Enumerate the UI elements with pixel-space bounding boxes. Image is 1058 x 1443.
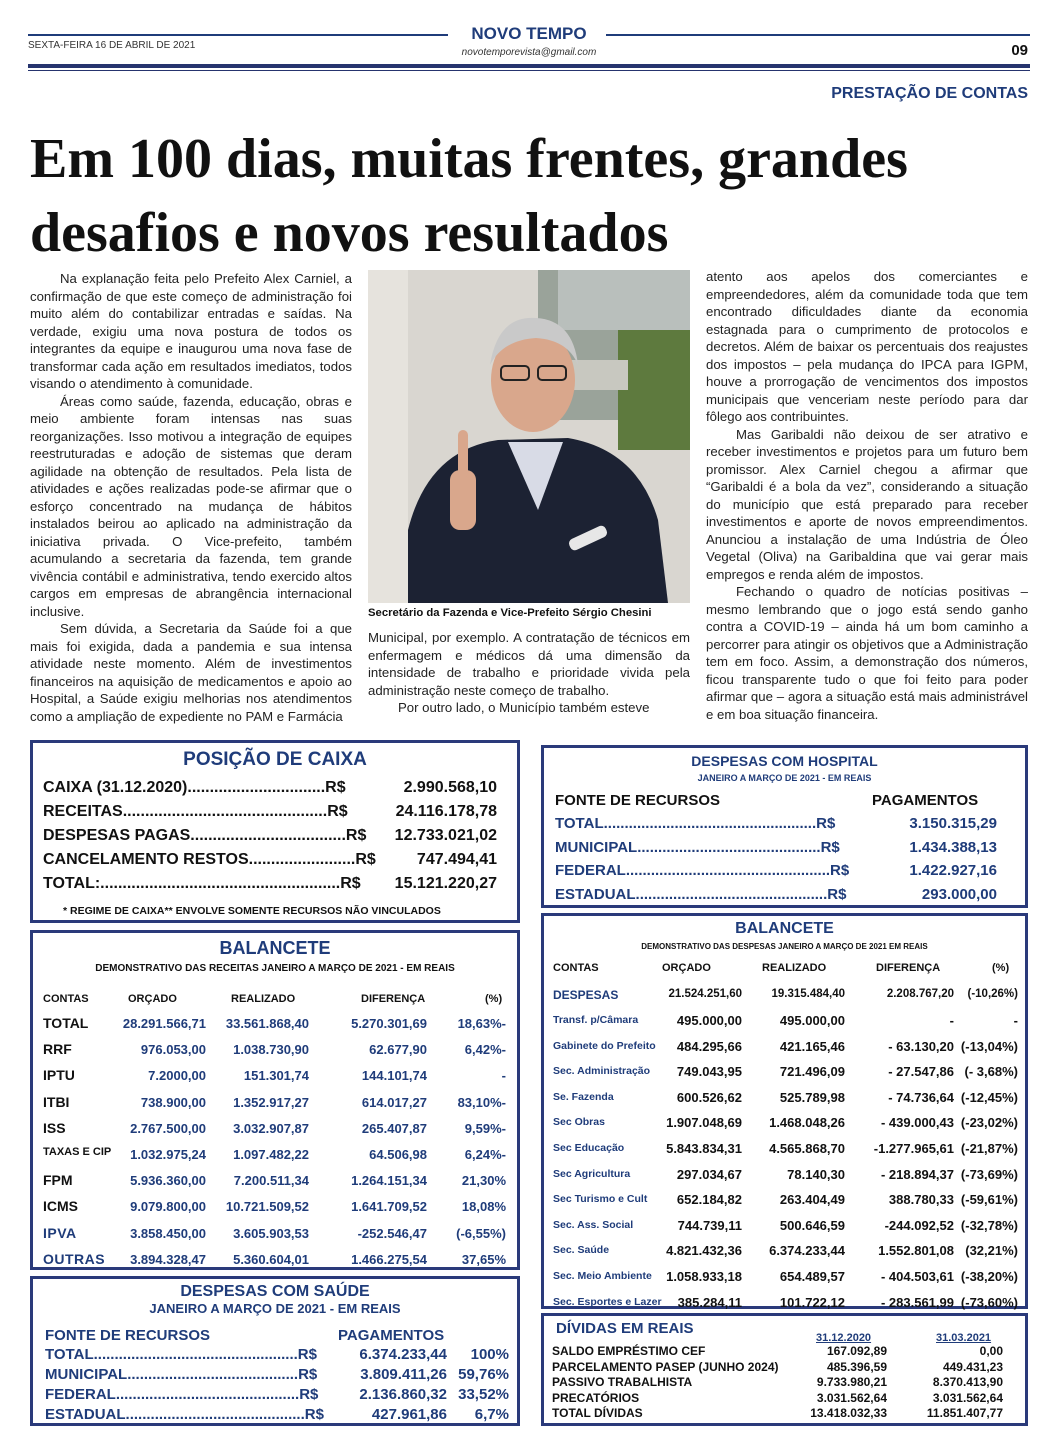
row-conta: FPM (43, 1172, 73, 1189)
box-subtitle: JANEIRO A MARÇO DE 2021 - EM REAIS (697, 773, 872, 783)
row-diferenca: 1.264.151,34 (351, 1173, 427, 1189)
col-header: FONTE DE RECURSOS (555, 792, 721, 809)
article-column-2 (368, 629, 690, 717)
box-title: POSIÇÃO DE CAIXA (183, 749, 367, 770)
row-realizado: 33.561.868,40 (225, 1016, 309, 1031)
section-title: PRESTAÇÃO DE CONTAS (831, 85, 1028, 102)
saude-row-pct: 59,76% (458, 1366, 509, 1383)
row-diferenca: -1.277.965,61 (873, 1141, 954, 1156)
row-diferenca: - 283.561,99 (880, 1294, 954, 1310)
box-title: DESPESAS COM HOSPITAL (691, 753, 878, 769)
divida-row-v1: 3.031.562,64 (816, 1390, 887, 1405)
row-pct: 37,65% (461, 1251, 506, 1267)
hospital-row-label: MUNICIPAL............................................R$ (555, 838, 840, 856)
row-diferenca: 144.101,74 (361, 1068, 427, 1084)
row-pct: (-23,02%) (960, 1115, 1018, 1131)
caixa-note: * REGIME DE CAIXA** ENVOLVE SOMENTE RECURSOS NÃO VINCULADOS (63, 905, 441, 917)
paragraph: Na explanação feita pelo Prefeito Alex Carniel, a confirmação de que este começo de administração foi muito além do contabilizar entradas e saídas. Na verdade, exigiu uma nova postura de todos os integrantes da equipe e inaugurou uma nova fase de transformar cada ação em resultados imediatos, todos visando o atendimento à comunidade. (30, 271, 352, 391)
row-diferenca: - 404.503,61 (880, 1269, 954, 1284)
row-conta: TOTAL (43, 1015, 89, 1031)
row-orcado: 600.526,62 (676, 1089, 742, 1105)
saude-row-label: TOTAL.................................................R$ (45, 1346, 317, 1363)
row-diferenca: - 218.894,37 (880, 1166, 954, 1182)
divida-row-v2: 3.031.562,64 (932, 1390, 1003, 1405)
article-column-3 (706, 268, 1028, 723)
photo-caption: Secretário da Fazenda e Vice-Prefeito Sérgio Chesini (368, 607, 652, 619)
row-pct: (-10,26%) (967, 988, 1018, 1000)
row-diferenca: 388.780,33 (888, 1192, 954, 1208)
caixa-row (43, 875, 507, 893)
row-realizado: 3.032.907,87 (233, 1120, 309, 1136)
col-header: DIFERENÇA (361, 993, 426, 1005)
box-subtitle: JANEIRO A MARÇO DE 2021 - EM REAIS (149, 1301, 401, 1316)
row-realizado: 1.097.482,22 (233, 1147, 309, 1162)
saude-row-label: MUNICIPAL.........................................R$ (45, 1366, 318, 1383)
row-conta: Transf. p/Câmara (553, 1014, 639, 1026)
row-conta: ISS (43, 1119, 66, 1136)
contact-email: novotemporevista@gmail.com (461, 47, 597, 58)
row-realizado: 3.605.903,53 (233, 1225, 309, 1241)
row-orcado: 1.907.048,69 (666, 1115, 742, 1131)
row-orcado: 976.053,00 (140, 1042, 206, 1058)
row-realizado: 6.374.233,44 (769, 1243, 845, 1259)
row-pct: (-21,87%) (960, 1141, 1018, 1156)
header-rule (28, 64, 1030, 68)
balancete-receitas-box (30, 930, 520, 1270)
col-header: CONTAS (553, 962, 599, 974)
row-realizado: 1.038.730,90 (233, 1042, 309, 1058)
row-orcado: 4.821.432,36 (666, 1243, 742, 1259)
row-realizado: 421.165,46 (779, 1038, 845, 1054)
row-conta: Sec. Administração (553, 1065, 651, 1078)
row-realizado: 4.565.868,70 (769, 1141, 845, 1156)
row-conta: ICMS (43, 1198, 78, 1215)
row-diferenca: - 74.736,64 (888, 1089, 954, 1105)
saude-row-label: ESTADUAL...........................................R$ (45, 1406, 324, 1423)
divida-row-v1: 9.733.980,21 (816, 1375, 887, 1389)
row-pct: (-6,55%) (456, 1225, 506, 1241)
row-orcado: 3.858.450,00 (130, 1225, 206, 1241)
divida-row-v1: 13.418.032,33 (810, 1406, 887, 1420)
row-pct: (-38,20%) (960, 1269, 1018, 1284)
row-orcado: 21.524.251,60 (668, 988, 742, 1000)
row-pct: (-73,69%) (960, 1166, 1018, 1182)
col-header: FONTE DE RECURSOS (45, 1327, 211, 1344)
issue-date: SEXTA-FEIRA 16 DE ABRIL DE 2021 (28, 40, 196, 51)
divida-row-label: PARCELAMENTO PASEP (JUNHO 2024) (552, 1359, 779, 1374)
saude-row-value: 3.809.411,26 (360, 1366, 447, 1383)
row-conta: Sec Turismo e Cult (553, 1193, 648, 1206)
col-header: 31.03.2021 (936, 1332, 992, 1344)
row-conta: Sec Educação (553, 1142, 625, 1154)
row-conta: Gabinete do Prefeito (553, 1039, 656, 1052)
row-diferenca: 62.677,90 (369, 1042, 427, 1058)
divida-row-v2: 11.851.407,77 (926, 1406, 1003, 1420)
row-value: 2.990.568,10 (403, 779, 497, 796)
row-realizado: 151.301,74 (243, 1068, 309, 1084)
row-realizado: 1.352.917,27 (233, 1094, 309, 1110)
divida-row-v2: 0,00 (979, 1344, 1003, 1358)
hospital-row-value: 3.150.315,29 (909, 815, 997, 832)
row-realizado: 1.468.048,26 (769, 1115, 845, 1131)
row-orcado: 7.2000,00 (148, 1068, 206, 1084)
row-realizado: 5.360.604,01 (233, 1251, 309, 1267)
row-realizado: 263.404,49 (779, 1192, 845, 1208)
posicao-caixa-box (30, 740, 520, 923)
col-header: 31.12.2020 (816, 1332, 872, 1344)
row-orcado: 5.936.360,00 (130, 1173, 206, 1189)
row-diferenca: 2.208.767,20 (886, 988, 954, 1000)
saude-row-value: 6.374.233,44 (359, 1346, 447, 1363)
row-diferenca: 5.270.301,69 (351, 1016, 427, 1031)
row-diferenca: 64.506,98 (369, 1147, 427, 1162)
box-subtitle: DEMONSTRATIVO DAS RECEITAS JANEIRO A MARÇO DE 2021 - EM REAIS (95, 963, 455, 974)
box-title: DÍVIDAS EM REAIS (556, 1320, 694, 1337)
row-realizado: 7.200.511,34 (233, 1173, 309, 1189)
saude-row-pct: 6,7% (474, 1406, 509, 1423)
row-pct: (-59,61%) (960, 1192, 1018, 1208)
row-orcado: 385.284,11 (677, 1294, 742, 1310)
col-header: REALIZADO (762, 962, 827, 974)
balancete-despesas-box (541, 913, 1028, 1309)
row-value: 24.116.178,78 (395, 803, 497, 820)
row-realizado: 78.140,30 (787, 1166, 845, 1182)
row-conta: Sec. Ass. Social (553, 1218, 634, 1231)
col-header: PAGAMENTOS (872, 792, 979, 809)
divida-row-v1: 167.092,89 (826, 1344, 887, 1358)
newspaper-name: NOVO TEMPO (0, 24, 1058, 44)
divida-row-v2: 449.431,23 (942, 1359, 1003, 1374)
row-pct: - (501, 1068, 506, 1084)
row-pct: 9,59%- (464, 1120, 506, 1136)
row-orcado: 9.079.800,00 (130, 1199, 206, 1215)
row-orcado: 738.900,00 (140, 1094, 206, 1110)
photo-vice-prefeito (368, 270, 690, 603)
row-orcado: 5.843.834,31 (666, 1141, 742, 1156)
hospital-row-value: 1.434.388,13 (909, 838, 997, 856)
col-header: (%) (485, 993, 503, 1005)
paragraph: Fechando o quadro de notícias positivas – mesmo lembrando que o jogo está sendo ganho contra a COVID-19 – ainda há um bom caminho a percorrer para atingir os objetivos que a Administração tem em foco. Assim, a demonstração dos números, ficou transparente tudo o que foi feito para poder afirmar que – agora a situação está mais administrável e em boa situação financeira. (706, 584, 1028, 722)
hospital-row-value: 1.422.927,16 (909, 862, 997, 879)
row-diferenca: - 439.000,43 (880, 1115, 954, 1131)
col-header: ORÇADO (128, 993, 177, 1005)
row-realizado: 10.721.509,52 (225, 1199, 309, 1215)
box-title: BALANCETE (735, 920, 834, 937)
despesas-saude-box (30, 1276, 520, 1426)
headline: Em 100 dias, muitas frentes, grandes desafios e novos resultados (30, 128, 908, 264)
box-title: BALANCETE (219, 938, 331, 958)
row-pct: 18,63%- (457, 1016, 506, 1031)
row-pct: (-13,04%) (960, 1038, 1018, 1054)
row-conta: Sec. Meio Ambiente (553, 1270, 652, 1282)
row-label: TOTAL:......................................................R$ (43, 875, 361, 892)
divida-row-label: SALDO EMPRÉSTIMO CEF (552, 1344, 706, 1358)
row-orcado: 1.058.933,18 (666, 1269, 742, 1284)
row-pct: (32,21%) (965, 1243, 1018, 1259)
col-header: CONTAS (43, 993, 89, 1005)
paragraph: Municipal, por exemplo. A contratação de técnicos em enfermagem e médicos dá uma dimensão da intensidade de trabalho e prioridade vivida pela administração neste começo de trabalho. (368, 630, 690, 698)
row-diferenca: 1.641.709,52 (351, 1199, 427, 1215)
row-orcado: 495.000,00 (676, 1013, 742, 1028)
row-conta: ITBI (43, 1093, 70, 1110)
row-orcado: 297.034,67 (676, 1166, 742, 1182)
article-column-1 (30, 270, 352, 725)
row-label: CAIXA (31.12.2020)...............................R$ (43, 779, 346, 796)
row-realizado: 101.722,12 (779, 1294, 845, 1310)
box-subtitle: DEMONSTRATIVO DAS DESPESAS JANEIRO A MARÇO DE 2021 EM REAIS (641, 942, 928, 951)
paragraph: Mas Garibaldi não deixou de ser atrativo e receber investimentos e projetos para um futuro bem promissor. Alex Carniel chegou a afirmar que “Garibaldi é a bola da vez”, considerando a situação do município que está preparado para receber investimentos e aporte de novos empreendimentos. Anunciou a instalação de uma Indústria de Óleo Vegetal (Oliva) na Garibaldina que vai gerar mais empregos e renda além de impostos. (706, 426, 1028, 582)
row-diferenca: 614.017,27 (361, 1094, 427, 1110)
row-diferenca: 1.552.801,08 (878, 1243, 954, 1259)
row-orcado: 749.043,95 (676, 1064, 742, 1080)
row-conta: DESPESAS (553, 988, 619, 1002)
row-conta: RRF (43, 1041, 72, 1058)
row-diferenca: -252.546,47 (357, 1225, 427, 1241)
page-number: 09 (1011, 42, 1028, 59)
row-diferenca: 1.466.275,54 (351, 1251, 427, 1267)
saude-row-value: 2.136.860,32 (359, 1386, 447, 1403)
row-pct: 18,08% (461, 1199, 506, 1215)
row-pct: 6,24%- (464, 1147, 506, 1162)
divida-row-label: PRECATÓRIOS (552, 1390, 640, 1405)
row-orcado: 1.032.975,24 (130, 1147, 206, 1162)
row-diferenca: - 27.547,86 (888, 1064, 954, 1080)
caixa-row (43, 779, 507, 797)
row-conta: Sec Agricultura (553, 1167, 631, 1180)
row-orcado: 3.894.328,47 (130, 1251, 206, 1267)
hospital-row-label: TOTAL...................................................R$ (555, 815, 836, 832)
row-realizado: 500.646,59 (779, 1217, 845, 1233)
paragraph: atento aos apelos dos comerciantes e empreendedores, além da comunidade toda que tem encontrado dificuldades diante da economia estagnada para o cumprimento de protocolos e decretos. Além de baixar os percentuais dos reajustes dos impostos – pela mudança do IPCA para IGPM, houve a prorrogação de vencimentos dos impostos municipais que venceriam neste período para dar fôlego aos contribuintes. (706, 269, 1028, 424)
divida-row-v2: 8.370.413,90 (932, 1375, 1003, 1389)
row-realizado: 19.315.484,40 (771, 988, 845, 1000)
row-conta: IPTU (43, 1067, 75, 1084)
row-pct: (-73,60%) (960, 1294, 1018, 1310)
row-realizado: 654.489,57 (779, 1269, 845, 1284)
row-diferenca: 265.407,87 (361, 1120, 427, 1136)
row-orcado: 652.184,82 (676, 1192, 742, 1208)
col-header: (%) (992, 962, 1010, 974)
row-orcado: 28.291.566,71 (122, 1016, 206, 1031)
row-pct: (-12,45%) (960, 1089, 1018, 1105)
row-diferenca: - 63.130,20 (888, 1038, 954, 1054)
header-rule-thin (28, 70, 1030, 71)
dividas-box (541, 1313, 1028, 1426)
row-realizado: 525.789,98 (779, 1089, 845, 1105)
row-orcado: 2.767.500,00 (130, 1120, 206, 1136)
row-conta: OUTRAS (43, 1250, 106, 1267)
hospital-row-value: 293.000,00 (921, 885, 997, 903)
col-header: PAGAMENTOS (338, 1327, 445, 1344)
row-label: RECEITAS..............................................R$ (43, 803, 348, 820)
paragraph: Áreas como saúde, fazenda, educação, obras e meio ambiente foram intensas nas suas reorganizações. Isso motivou a integração de equipes reestruturadas e adoção de sistemas que deram agilidade na obtenção de resultados. Pela lista de atividades e ações realizadas pode-se afirmar que o esforço concentrado na mudança de hábitos instalados beirou ao aplicado na administração da iniciativa privada. O Vice-prefeito, também acumulando a secretaria da fazenda, tem grande vivência contábil e administrativa, tendo exercido altos cargos em empresas de abrangência internacional inclusive. (30, 393, 352, 619)
row-realizado: 721.496,09 (779, 1064, 845, 1080)
row-pct: (-32,78%) (960, 1217, 1018, 1233)
divida-row-v1: 485.396,59 (826, 1359, 887, 1374)
col-header: ORÇADO (662, 962, 711, 974)
paragraph: Sem dúvida, a Secretaria da Saúde foi a que mais foi exigida, dada a pandemia e sua intensa atividade neste momento. Além de investimentos financeiros na aquisição de medicamentos e apoio ao Hospital, a Saúde exigiu melhorias nos atendimentos como a ampliação de expediente no PAM e Farmácia (30, 621, 352, 724)
saude-row-pct: 100% (470, 1346, 509, 1363)
row-pct: 83,10%- (457, 1094, 506, 1110)
photo-illustration (368, 270, 690, 603)
row-conta: Se. Fazenda (553, 1090, 614, 1103)
saude-row-value: 427.961,86 (371, 1406, 447, 1423)
divida-row-label: TOTAL DÍVIDAS (552, 1406, 643, 1420)
saude-row-pct: 33,52% (458, 1386, 509, 1403)
caixa-row (43, 827, 507, 845)
caixa-row (43, 851, 507, 869)
row-orcado: 484.295,66 (676, 1038, 742, 1054)
row-pct: - (1013, 1013, 1018, 1028)
row-diferenca: - (949, 1013, 954, 1028)
box-title: DESPESAS COM SAÚDE (180, 1283, 370, 1300)
hospital-row-label: FEDERAL.................................................R$ (555, 862, 850, 879)
saude-row-label: FEDERAL............................................R$ (45, 1386, 319, 1403)
col-header: DIFERENÇA (876, 962, 941, 974)
row-pct: (- 3,68%) (964, 1064, 1018, 1080)
row-orcado: 744.739,11 (677, 1217, 742, 1233)
row-label: DESPESAS PAGAS...................................R$ (43, 827, 367, 844)
hospital-row-label: ESTADUAL..............................................R$ (555, 885, 847, 903)
caixa-row (43, 803, 507, 821)
paragraph: Por outro lado, o Município também esteve (398, 700, 650, 715)
row-conta: Sec. Saúde (553, 1244, 610, 1257)
row-label: CANCELAMENTO RESTOS........................R$ (43, 851, 376, 868)
row-value: 15.121.220,27 (394, 875, 497, 892)
row-conta: IPVA (43, 1224, 77, 1241)
row-value: 747.494,41 (416, 851, 497, 868)
row-diferenca: -244.092,52 (884, 1217, 954, 1233)
row-pct: 21,30% (461, 1173, 506, 1189)
divida-row-label: PASSIVO TRABALHISTA (552, 1375, 693, 1389)
row-conta: Sec Obras (553, 1116, 605, 1129)
row-realizado: 495.000,00 (779, 1013, 845, 1028)
col-header: REALIZADO (231, 993, 296, 1005)
despesas-hospital-box (541, 745, 1028, 908)
row-conta: TAXAS E CIP (43, 1146, 112, 1158)
row-conta: Sec. Esportes e Lazer (553, 1295, 662, 1308)
row-pct: 6,42%- (464, 1042, 506, 1058)
row-value: 12.733.021,02 (394, 827, 497, 844)
